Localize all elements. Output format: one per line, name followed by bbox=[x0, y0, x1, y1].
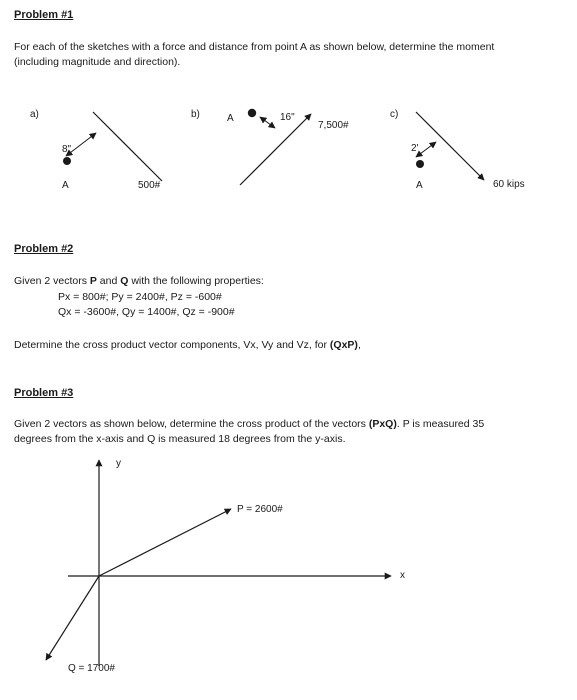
problem3-text-line2: degrees from the x-axis and Q is measured 18 degrees from the y-axis. bbox=[14, 433, 346, 445]
sketch-c-force-line bbox=[416, 112, 484, 180]
vector-q bbox=[46, 576, 99, 660]
problem2-task-post: , bbox=[357, 339, 361, 351]
sketch-c-distance-arrow bbox=[416, 142, 436, 157]
sketch-a-force-line bbox=[93, 112, 162, 181]
sketch-a-distance: 8" bbox=[62, 144, 72, 155]
problem2-intro-post: with the following properties: bbox=[128, 275, 264, 287]
problem2-intro-pre: Given 2 vectors bbox=[14, 275, 90, 287]
problem1-heading: Problem #1 bbox=[14, 9, 74, 21]
problem1-text-line1: For each of the sketches with a force and distance from point A as shown below, determine the moment bbox=[14, 41, 495, 53]
sketch-a-force: 500# bbox=[138, 180, 161, 191]
sketch-c-force: 60 kips bbox=[493, 179, 525, 190]
problem3-text1-bold: (PxQ) bbox=[368, 418, 397, 430]
vector-diagram bbox=[46, 458, 405, 674]
problem2-task-bold: (QxP) bbox=[329, 339, 358, 351]
vector-p-label: P = 2600# bbox=[237, 504, 283, 515]
sketch-b-point-label: A bbox=[227, 113, 234, 124]
problem2-intro-q: Q bbox=[120, 275, 129, 287]
sketch-c-label: c) bbox=[390, 109, 399, 120]
problem2-line-p: Px = 800#; Py = 2400#, Pz = -600# bbox=[58, 291, 222, 303]
x-axis-label: x bbox=[400, 570, 405, 581]
problem3-text-line1 bbox=[14, 418, 484, 430]
y-axis-label: y bbox=[116, 458, 121, 469]
sketch-b-force: 7,500# bbox=[318, 120, 349, 131]
sketch-c-point bbox=[416, 160, 424, 168]
problem2-line-q: Qx = -3600#, Qy = 1400#, Qz = -900# bbox=[58, 306, 235, 318]
vector-q-label: Q = 1700# bbox=[68, 663, 115, 674]
sketch-b-force-line bbox=[240, 114, 311, 185]
sketch-c-distance: 2' bbox=[411, 143, 419, 154]
sketch-c-point-label: A bbox=[416, 180, 423, 191]
sketch-b-distance-arrow bbox=[260, 117, 275, 128]
problem3-heading: Problem #3 bbox=[14, 387, 74, 399]
sketch-b-label: b) bbox=[191, 109, 200, 120]
sketch-a-label: a) bbox=[30, 109, 39, 120]
sketch-a bbox=[30, 109, 162, 191]
sketch-a-point bbox=[63, 157, 71, 165]
sketch-a-point-label: A bbox=[62, 180, 69, 191]
vector-p bbox=[99, 509, 231, 576]
problem2-heading: Problem #2 bbox=[14, 243, 74, 255]
problem2-task bbox=[14, 339, 361, 351]
problem2-intro bbox=[14, 275, 264, 287]
problem2-task-pre: Determine the cross product vector components, Vx, Vy and Vz, for bbox=[14, 339, 330, 351]
problem3-text1-pre: Given 2 vectors as shown below, determine the cross product of the vectors bbox=[14, 418, 369, 430]
sketch-b-distance: 16" bbox=[280, 112, 295, 123]
sketch-b-point bbox=[248, 109, 256, 117]
sketch-b bbox=[191, 109, 349, 185]
problem3-text1-post: . P is measured 35 bbox=[396, 418, 485, 430]
problem2-intro-and: and bbox=[96, 275, 121, 287]
problem2-intro-p: P bbox=[89, 275, 97, 287]
problem1-text-line2: (including magnitude and direction). bbox=[14, 56, 181, 68]
sketch-c bbox=[390, 109, 525, 191]
